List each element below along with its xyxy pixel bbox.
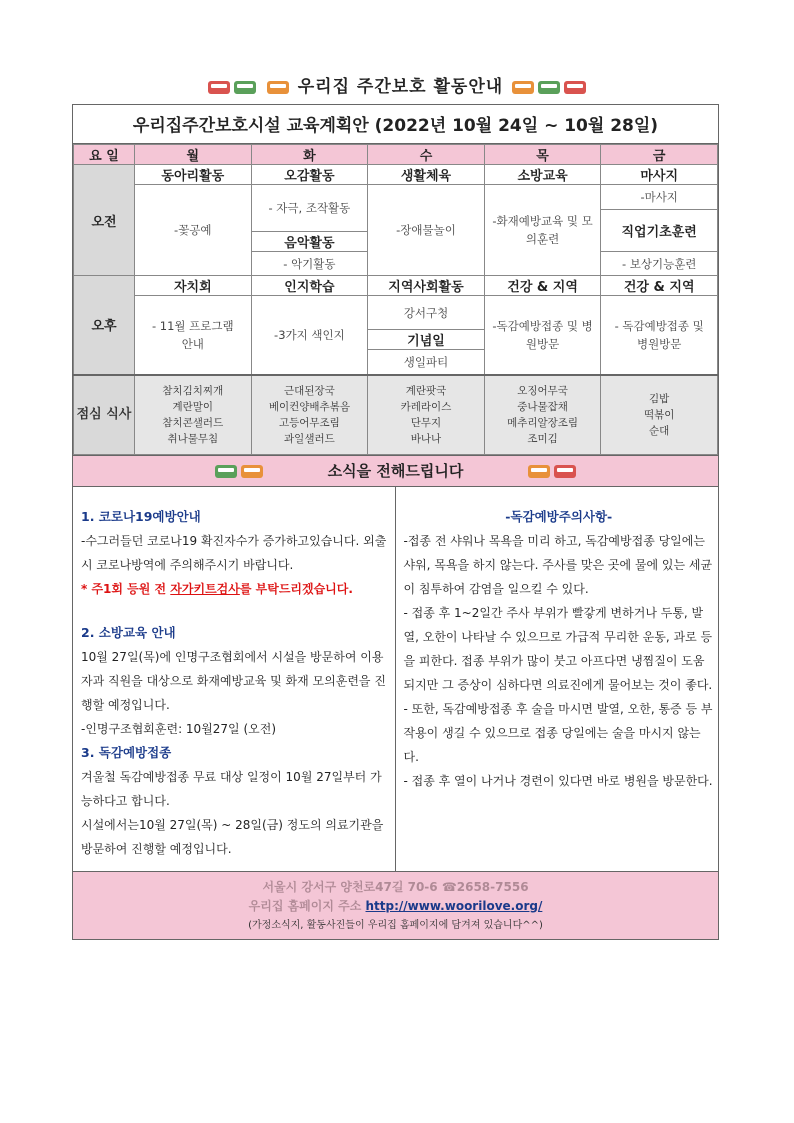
page-header bbox=[0, 72, 794, 97]
plan-title: 우리집주간보호시설 교육계획안 (2022년 10월 24일 ~ 10월 28일) bbox=[73, 105, 718, 144]
afternoon-label: 오후 bbox=[74, 276, 135, 375]
flu-caution-p3: - 또한, 독감예방접종 후 술을 마시면 발열, 오한, 통증 등 부작용이 생길 수 있으므로 접종 당일에는 술을 마시지 않는다. bbox=[403, 701, 713, 764]
news-title: 소식을 전해드립니다 bbox=[327, 461, 464, 480]
day-fri: 금 bbox=[601, 145, 718, 165]
footer-note: (가정소식지, 활동사진들이 우리집 홈페이지에 담겨져 있습니다^^) bbox=[248, 919, 543, 931]
cat-wed-pm: 지역사회활동 bbox=[368, 276, 485, 296]
flu-caution-p2: - 접종 후 1~2일간 주사 부위가 빨갛게 변하거나 두통, 발열, 오한이 나타날 수 있으므로 가급적 무리한 운동, 과로 등을 피한다. 접종 부위가 많이 붓고 아프다면 냉찜질이 도움되지만 그 증상이 심하다면 의료진에게 물어보는 것이 좋다. bbox=[403, 605, 713, 692]
cat-thu-pm: 건강 & 지역 bbox=[484, 276, 601, 296]
cat-wed-pm-2: 기념일 bbox=[368, 330, 485, 350]
weekly-plan-table bbox=[73, 144, 718, 455]
flu-section-body-1: 겨울철 독감예방접종 무료 대상 일정이 10월 27일부터 가능하다고 합니다. bbox=[81, 769, 382, 808]
lunch-tue: 근대된장국 베이컨양배추볶음 고등어무조림 과일샐러드 bbox=[251, 375, 368, 455]
act-tue-am-1: - 자극, 조작활동 bbox=[251, 185, 368, 232]
lunch-row bbox=[74, 375, 718, 455]
train-icon bbox=[213, 462, 265, 480]
lunch-fri: 김밥 떡볶이 순대 bbox=[601, 375, 718, 455]
news-left-column bbox=[73, 487, 396, 871]
cat-fri-am: 마사지 bbox=[601, 165, 718, 185]
lunch-thu: 오징어무국 중나물잡채 메추리알장조림 조미김 bbox=[484, 375, 601, 455]
cat-fri-am-2: 직업기초훈련 bbox=[601, 210, 718, 252]
lunch-mon: 참치김치찌개 계란말이 참치콘샐러드 취나물무침 bbox=[135, 375, 252, 455]
act-fri-am-1: -마사지 bbox=[601, 185, 718, 210]
cat-tue-am: 오감활동 bbox=[251, 165, 368, 185]
act-mon-pm: - 11월 프로그램 안내 bbox=[135, 296, 252, 375]
day-wed: 수 bbox=[368, 145, 485, 165]
act-wed-pm-1: 강서구청 bbox=[368, 296, 485, 330]
flu-caution-p4: - 접종 후 열이 나거나 경련이 있다면 바로 병원을 방문한다. bbox=[403, 773, 713, 788]
train-icon bbox=[265, 77, 291, 97]
news-body bbox=[73, 487, 718, 871]
news-banner bbox=[73, 455, 718, 487]
day-tue: 화 bbox=[251, 145, 368, 165]
lunch-label: 점심 식사 bbox=[74, 375, 135, 455]
covid-section-body: -수그러들던 코로나19 확진자수가 증가하고있습니다. 외출시 코로나방역에 주의해주시기 바랍니다. bbox=[81, 533, 387, 572]
act-mon-am: -꽃공예 bbox=[135, 185, 252, 276]
cat-mon-am: 동아리활동 bbox=[135, 165, 252, 185]
covid-section-title: 1. 코로나19예방안내 bbox=[81, 508, 201, 524]
act-thu-am: -화재예방교육 및 모의훈련 bbox=[484, 185, 601, 276]
cat-tue-pm: 인지학습 bbox=[251, 276, 368, 296]
cat-tue-am-2: 음악활동 bbox=[251, 232, 368, 252]
morning-cat-row bbox=[74, 165, 718, 185]
act-thu-pm: -독감예방접종 및 병원방문 bbox=[484, 296, 601, 375]
page-title: 우리집 주간보호 활동안내 bbox=[297, 77, 504, 97]
flu-caution-title: -독감예방주의사항- bbox=[505, 508, 613, 524]
morning-label: 오전 bbox=[74, 165, 135, 276]
newsletter bbox=[72, 104, 719, 940]
act-tue-pm: -3가지 색인지 bbox=[251, 296, 368, 375]
lunch-wed: 계란팟국 카레라이스 단무지 바나나 bbox=[368, 375, 485, 455]
fire-section-title: 2. 소방교육 안내 bbox=[81, 624, 176, 640]
day-label: 요 일 bbox=[74, 145, 135, 165]
cat-mon-pm: 자치회 bbox=[135, 276, 252, 296]
day-mon: 월 bbox=[135, 145, 252, 165]
flu-section-title: 3. 독감예방접종 bbox=[81, 744, 172, 760]
train-icon bbox=[526, 462, 578, 480]
news-right-column bbox=[396, 487, 719, 871]
flu-caution-p1: -접종 전 샤워나 목욕을 미리 하고, 독감예방접종 당일에는 샤워, 목욕을 하지 않는다. 주사를 맞은 곳에 물에 있는 세균이 침투하여 감염을 일으킬 수 있다. bbox=[403, 533, 713, 596]
train-icon bbox=[510, 77, 588, 97]
day-row bbox=[74, 145, 718, 165]
act-tue-am-2: - 악기활동 bbox=[251, 252, 368, 276]
cat-fri-pm: 건강 & 지역 bbox=[601, 276, 718, 296]
day-thu: 목 bbox=[484, 145, 601, 165]
cat-wed-am: 생활체육 bbox=[368, 165, 485, 185]
act-wed-am: -장애물놀이 bbox=[368, 185, 485, 276]
fire-section-extra: -인명구조협회훈련: 10월27일 (오전) bbox=[81, 721, 277, 736]
footer bbox=[73, 871, 718, 939]
flu-section-body-2: 시설에서는10월 27일(목) ~ 28일(금) 정도의 의료기관을 방문하여 진행할 예정입니다. bbox=[81, 817, 384, 856]
act-fri-pm: - 독감예방접종 및 병원방문 bbox=[601, 296, 718, 375]
afternoon-cat-row bbox=[74, 276, 718, 296]
homepage-link[interactable]: http://www.woorilove.org/ bbox=[365, 898, 543, 913]
covid-warning: * 주1회 등원 전 자가키트검사를 부탁드리겠습니다. bbox=[81, 581, 353, 596]
fire-section-body: 10월 27일(목)에 인명구조협회에서 시설을 방문하여 이용자과 직원을 대상으로 화재예방교육 및 화재 모의훈련을 진행할 예정입니다. bbox=[81, 649, 386, 712]
act-wed-pm-2: 생일파티 bbox=[368, 350, 485, 375]
train-icon bbox=[206, 77, 258, 97]
act-fri-am-2: - 보상기능훈련 bbox=[601, 252, 718, 276]
footer-address: 서울시 강서구 양천로47길 70-6 ☎2658-7556 bbox=[262, 879, 529, 894]
footer-homepage: 우리집 홈페이지 주소 http://www.woorilove.org/ bbox=[248, 898, 543, 913]
cat-thu-am: 소방교육 bbox=[484, 165, 601, 185]
